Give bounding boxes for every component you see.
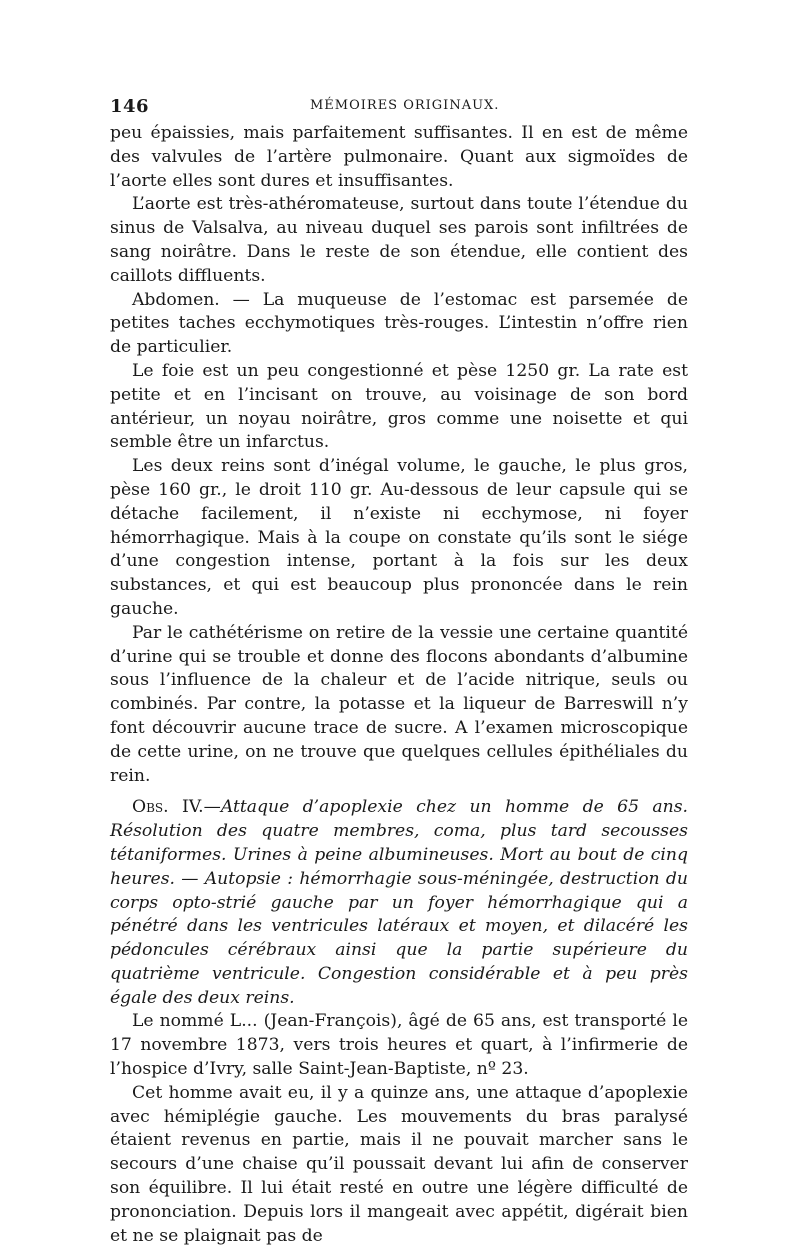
running-head: [110, 96, 688, 122]
document-page: [110, 96, 688, 1248]
paragraph: Le nommé L... (Jean-François), âgé de 65 ans, est transporté le 17 novembre 1873, vers trois heures et quart, à l’infirmerie de l’hospice d’Ivry, salle Saint-Jean-Baptiste, nº 23.: [110, 1011, 688, 1080]
paragraph: Abdomen. — La muqueuse de l’estomac est parsemée de petites taches ecchymotiques très-rouges. L’intestin n’offre rien de particulier.: [110, 289, 688, 358]
paragraph: peu épaissies, mais parfaitement suffisantes. Il en est de même des valvules de l’artère pulmonaire. Quant aux sigmoïdes de l’aorte elles sont dures et insuffisantes.: [110, 123, 688, 191]
running-title: MÉMOIRES ORIGINAUX.: [310, 98, 500, 113]
page-number: 146: [110, 96, 150, 117]
body-text: [110, 122, 688, 1248]
paragraph: Cet homme avait eu, il y a quinze ans, une attaque d’apoplexie avec hémiplégie gauche. Les mouvements du bras paralysé étaient revenus en partie, mais il ne pouvait marcher sans le secours d’une chaise qu’il poussait devant lui afin de conserver son équilibre. Il lui était resté en outre une légère difficulté de prononciation. Depuis lors il mangeait avec appétit, digérait bien et ne se plaignait pas de: [110, 1082, 688, 1246]
paragraph: Les deux reins sont d’inégal volume, le gauche, le plus gros, pèse 160 gr., le droit 110 gr. Au-dessous de leur capsule qui se détache facilement, il n’existe ni ecchymose, ni foyer hémorrhagique. Mais à la coupe on constate qu’ils sont le siége d’une congestion intense, portant à la fois sur les deux substances, et qui est beaucoup plus prononcée dans le rein gauche.: [110, 456, 688, 619]
paragraph: Par le cathétérisme on retire de la vessie une certaine quantité d’urine qui se trouble et donne des flocons abondants d’albumine sous l’influence de la chaleur et de l’acide nitrique, seuls ou combinés. Par contre, la potasse et la liqueur de Barreswill n’y font découvrir aucune trace de sucre. A l’examen microscopique de cette urine, on ne trouve que quelques cellules épithéliales du rein.: [110, 622, 688, 786]
observation-label: Obs. IV.—: [132, 797, 221, 818]
paragraph: Le foie est un peu congestionné et pèse 1250 gr. La rate est petite et en l’incisant on trouve, au voisinage de son bord antérieur, un noyau noirâtre, gros comme une noisette et qui semble être un infarctus.: [110, 360, 688, 453]
paragraph: L’aorte est très-athéromateuse, surtout dans toute l’étendue du sinus de Valsalva, au niveau duquel ses parois sont infiltrées de sang noirâtre. Dans le reste de son étendue, elle contient des caillots diffluents.: [110, 194, 688, 286]
observation-summary: [110, 796, 688, 1010]
observation-text: Attaque d’apoplexie chez un homme de 65 ans. Résolution des quatre membres, coma, plus tard secousses tétaniformes. Urines à peine albumineuses. Mort au bout de cinq heures. — Autopsie : hémorrhagie sous-méningée, destruction du corps opto-strié gauche par un foyer hémorrhagique qui a pénétré dans les ventricules latéraux et moyen, et dilacéré les pédoncules cérébraux ainsi que la partie supérieure du quatrième ventricule. Congestion considérable et à peu près égale des deux reins.: [110, 797, 688, 1008]
